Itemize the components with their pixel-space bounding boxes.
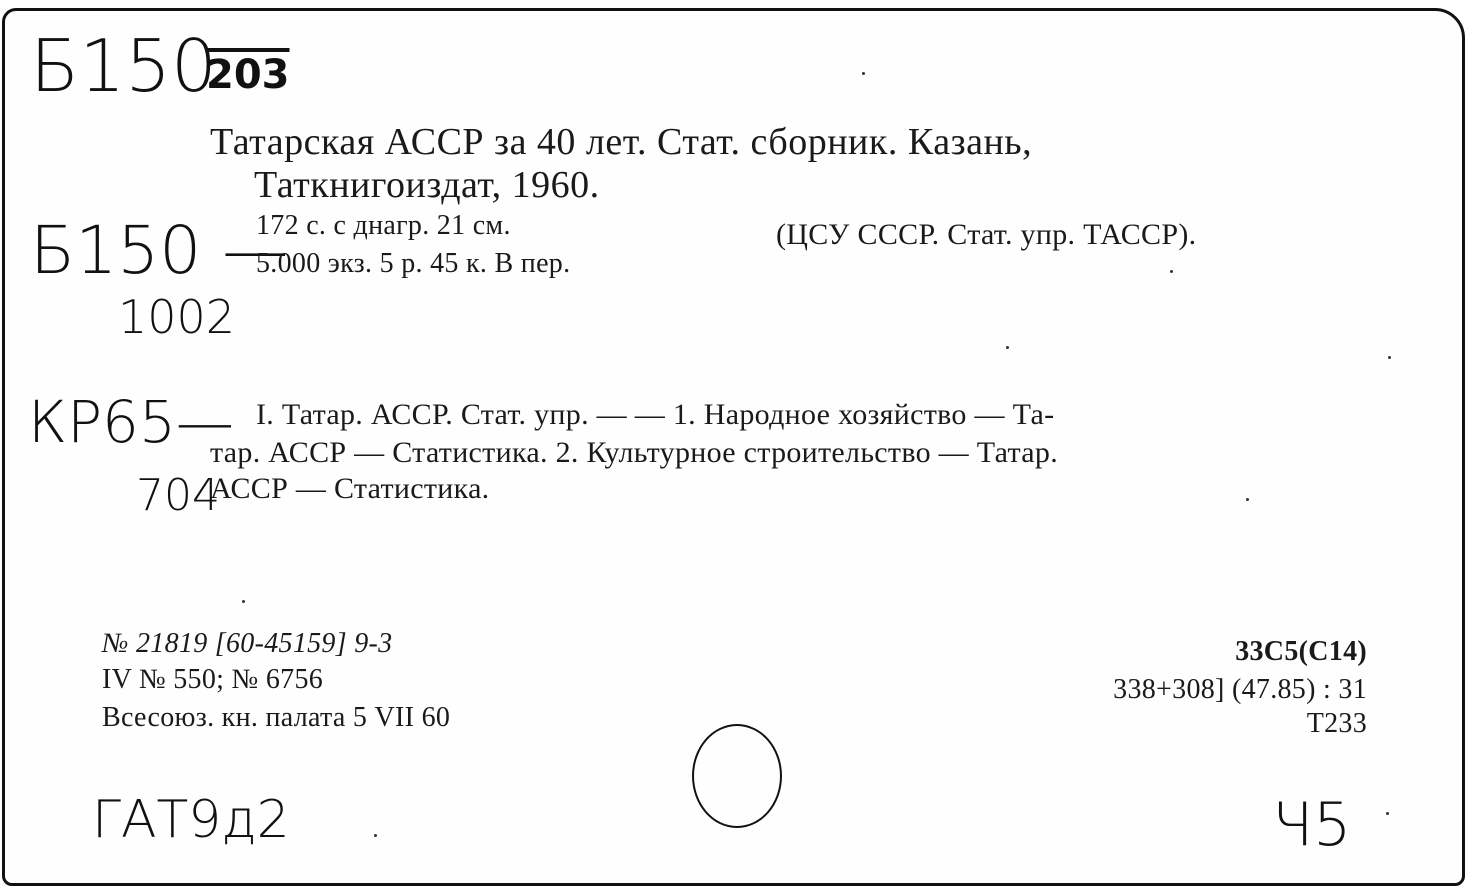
handwritten-code-kp-sub: 704 [136, 470, 220, 521]
subjects-line2: тар. АССР — Статистика. 2. Культурное строительство — Татар. [210, 436, 1058, 469]
handwritten-code-top-sup: 203 [206, 52, 290, 98]
footer-right-line2: 338+308] (47.85) : 31 [1113, 674, 1367, 705]
handwritten-code-mid: Б150 — [30, 212, 289, 289]
scan-speck [374, 834, 377, 837]
footer-left-line3: Всесоюз. кн. палата 5 VII 60 [102, 702, 451, 733]
footer-right-line1: 33C5(C14) [1235, 636, 1367, 667]
entry-desc-line1-right: (ЦСУ СССР. Стат. упр. ТАССР). [776, 218, 1197, 251]
entry-desc-line2: 5.000 экз. 5 р. 45 к. В пер. [256, 248, 571, 279]
handwritten-bottom-right: Ч5 [1272, 790, 1352, 860]
subjects-line1: I. Татар. АССР. Стат. упр. — — 1. Народное хозяйство — Та- [256, 398, 1055, 431]
footer-right-line3: Т233 [1306, 708, 1367, 739]
subjects-line3: АССР — Статистика. [210, 472, 490, 505]
scan-speck [1388, 356, 1391, 359]
handwritten-bottom-left: ГАТ9д2 [92, 790, 290, 850]
scan-speck [242, 600, 245, 603]
stamp-circle [692, 724, 782, 828]
scan-speck [1006, 346, 1009, 349]
scan-speck [1170, 270, 1173, 273]
entry-title-line2: Таткнигоиздат, 1960. [254, 164, 600, 206]
entry-desc-line1-left: 172 с. с днагр. 21 см. [256, 210, 511, 241]
footer-left-line1: № 21819 [60-45159] 9-3 [102, 628, 393, 659]
scan-speck [1386, 812, 1389, 815]
scan-speck [862, 72, 865, 75]
handwritten-code-mid-sub: 1002 [118, 290, 236, 344]
entry-title-line1: Татарская АССР за 40 лет. Стат. сборник. Казань, [210, 121, 1033, 163]
handwritten-code-top: Б150 [30, 24, 217, 108]
scan-speck [1246, 498, 1249, 501]
footer-left-line2: IV № 550; № 6756 [102, 664, 324, 695]
handwritten-code-kp: КР65— [28, 388, 234, 456]
